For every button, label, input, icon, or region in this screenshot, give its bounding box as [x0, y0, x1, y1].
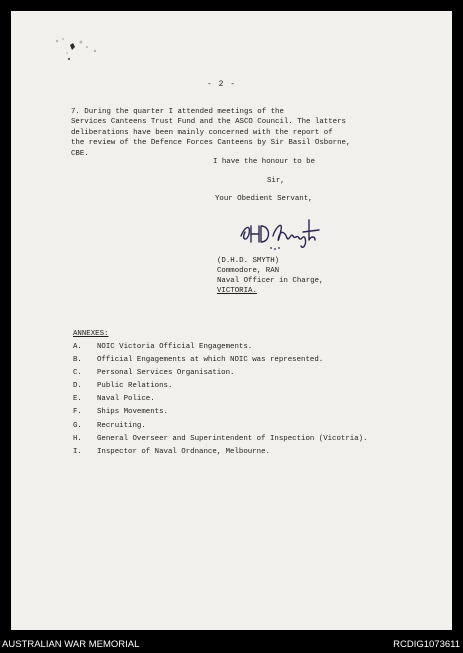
closing-servant: Your Obedient Servant,	[215, 195, 313, 203]
annex-letter: A.	[73, 343, 82, 351]
annex-text: General Overseer and Superintendent of Inspection (Vicotria).	[97, 434, 368, 443]
page-number: - 2 -	[207, 80, 237, 89]
paragraph-line: Services Canteens Trust Fund and the ASCO Council. The latters	[71, 118, 346, 127]
annexes-heading: ANNEXES:	[73, 330, 109, 338]
annex-letter: H.	[73, 434, 82, 443]
officer-block	[217, 256, 323, 296]
document-page	[11, 11, 452, 630]
paragraph-line: deliberations have been mainly concerned with the report of	[71, 128, 333, 137]
handwritten-signature	[237, 214, 343, 254]
paragraph-line: the review of the Defence Forces Canteens by Sir Basil Osborne,	[71, 139, 351, 148]
annex-text: Naval Police.	[97, 395, 155, 404]
paragraph-line: CBE.	[71, 149, 89, 158]
paragraph-line: 7. During the quarter I attended meetings of the	[71, 108, 284, 116]
annex-text: Public Relations.	[97, 382, 173, 391]
annex-letter: I.	[73, 447, 82, 456]
annex-letter: F.	[73, 408, 82, 417]
list-item	[73, 422, 368, 435]
annex-letter: D.	[73, 382, 82, 391]
officer-name: (D.H.D. SMYTH)	[217, 257, 280, 265]
list-item	[73, 343, 368, 356]
list-item	[73, 435, 368, 448]
footer-archive-name: AUSTRALIAN WAR MEMORIAL	[2, 639, 140, 650]
annex-text: Personal Services Organisation.	[97, 369, 235, 378]
list-item	[73, 408, 368, 421]
list-item	[73, 382, 368, 395]
officer-state: VICTORIA.	[217, 287, 257, 295]
annex-letter: E.	[73, 395, 82, 404]
list-item	[73, 369, 368, 382]
officer-rank: Commodore, RAN	[217, 267, 280, 275]
annex-text: Ships Movements.	[97, 408, 168, 417]
closing-salutation: Sir,	[267, 177, 285, 185]
annex-text: Inspector of Naval Ordnance, Melbourne.	[97, 447, 270, 456]
paragraph-7	[71, 107, 423, 159]
annex-letter: B.	[73, 356, 82, 365]
officer-title: Naval Officer in Charge,	[217, 277, 324, 285]
annex-letter: C.	[73, 369, 82, 378]
staple-mark	[51, 33, 105, 65]
list-item	[73, 395, 368, 408]
annex-text: NOIC Victoria Official Engagements.	[97, 343, 253, 351]
closing-honour: I have the honour to be	[213, 158, 316, 166]
annex-text: Recruiting.	[97, 421, 146, 430]
footer-record-id: RCDIG1073611	[393, 639, 460, 650]
annexes-list	[73, 343, 368, 461]
annex-letter: G.	[73, 421, 82, 430]
annex-text: Official Engagements at which NOIC was represented.	[97, 356, 324, 365]
list-item	[73, 448, 368, 461]
list-item	[73, 356, 368, 369]
